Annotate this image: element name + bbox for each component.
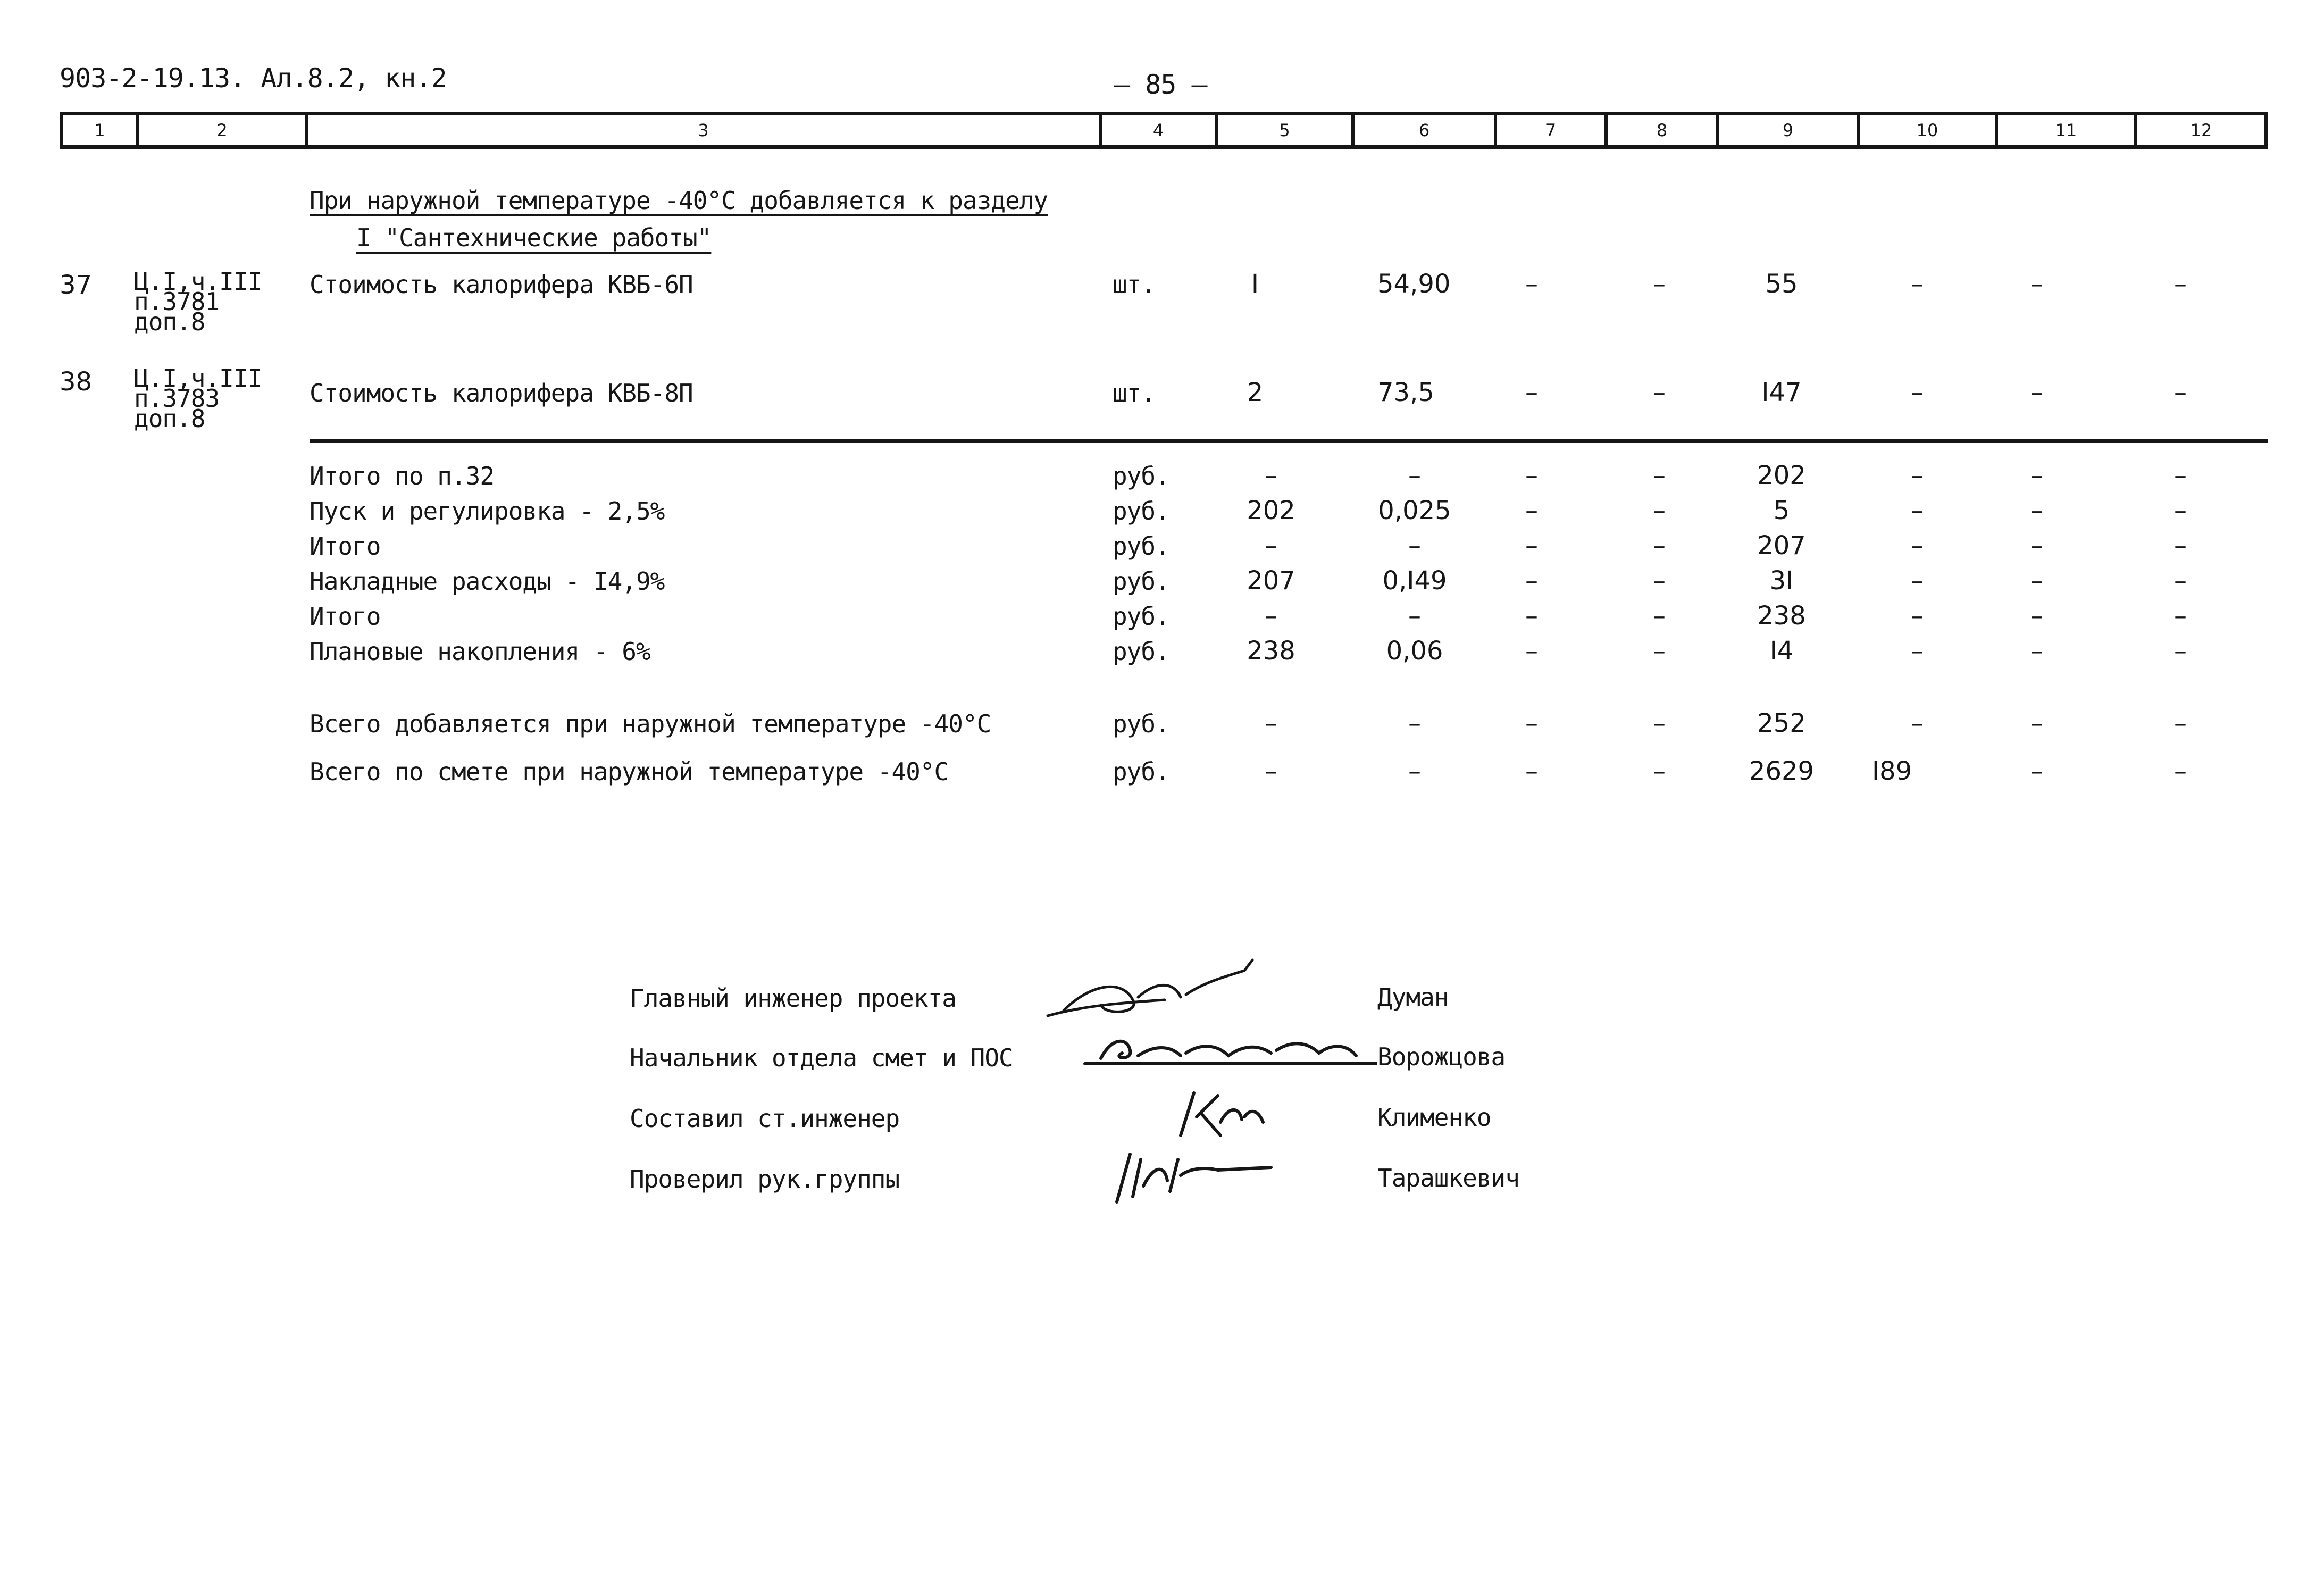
col-num-6: 6 (1355, 115, 1497, 145)
price: 73,5 (1377, 378, 1434, 407)
ref-line: п.3781 (134, 287, 220, 316)
total-c9: 238 (1757, 601, 1806, 631)
total-c6: – (1408, 461, 1421, 490)
total-c5: 207 (1247, 566, 1295, 596)
total-c5: 238 (1247, 636, 1295, 666)
total-c5: – (1265, 601, 1277, 631)
total-c6: 0,I49 (1382, 566, 1447, 596)
grand-total-c9: 252 (1757, 708, 1806, 738)
total-c8: – (1653, 636, 1666, 666)
signature-role: Составил ст.инженер (630, 1104, 900, 1133)
total-unit: руб. (1113, 637, 1169, 666)
signature-role: Главный инженер проекта (630, 984, 956, 1013)
grand-total-c7: – (1525, 756, 1538, 786)
total-c6: 0,025 (1378, 496, 1451, 525)
col9: 55 (1765, 269, 1798, 299)
col-num-2: 2 (139, 115, 308, 145)
col-num-1: 1 (63, 115, 139, 145)
total-c7: – (1525, 601, 1538, 631)
col-num-8: 8 (1608, 115, 1719, 145)
total-c9: 202 (1757, 461, 1806, 490)
total-c6: 0,06 (1386, 636, 1443, 666)
total-c12: – (2174, 496, 2187, 525)
signature-name: Ворожцова (1377, 1042, 1506, 1071)
signature-name: Думан (1377, 983, 1449, 1012)
total-c11: – (2030, 601, 2043, 631)
total-c7: – (1525, 496, 1538, 525)
grand-total-c10: I89 (1872, 756, 1912, 786)
col11: – (2030, 378, 2043, 407)
total-c10: – (1911, 566, 1924, 596)
col-num-5: 5 (1218, 115, 1355, 145)
col-num-12: 12 (2190, 120, 2212, 140)
total-c8: – (1653, 531, 1666, 561)
total-unit: руб. (1113, 532, 1169, 561)
ref-line: доп.8 (134, 307, 205, 336)
page-number: — 85 — (1114, 69, 1207, 100)
ref-line: Ц.I,ч.III (134, 267, 262, 296)
total-unit: руб. (1113, 602, 1169, 631)
col-num-3: 3 (308, 115, 1102, 145)
doc-code: 903-2-19.13. Ал.8.2, кн.2 (60, 63, 447, 94)
total-c5: – (1265, 461, 1277, 490)
total-c12: – (2174, 601, 2187, 631)
total-unit: руб. (1113, 567, 1169, 596)
signature-scribble-tarashkevich (1106, 1143, 1282, 1207)
total-name: Накладные расходы - I4,9% (310, 567, 665, 596)
grand-total-c12: – (2174, 708, 2187, 738)
total-c9: 207 (1757, 531, 1806, 561)
total-c10: – (1911, 601, 1924, 631)
total-c10: – (1911, 636, 1924, 666)
col-num-10: 10 (1860, 115, 1998, 145)
grand-total-c11: – (2030, 708, 2043, 738)
item-name: Стоимость калорифера КВБ-6П (310, 270, 693, 299)
total-c12: – (2174, 566, 2187, 596)
total-c11: – (2030, 531, 2043, 561)
total-c7: – (1525, 566, 1538, 596)
total-c8: – (1653, 601, 1666, 631)
total-name: Плановые накопления - 6% (310, 637, 650, 666)
total-c12: – (2174, 531, 2187, 561)
signature-scribble-vorozhtsova (1080, 1026, 1377, 1074)
total-c11: – (2030, 461, 2043, 490)
col-num-4: 4 (1102, 115, 1218, 145)
grand-total-c9: 2629 (1749, 756, 1815, 786)
total-c10: – (1911, 461, 1924, 490)
col8: – (1653, 378, 1666, 407)
signature-scribble-klimenko (1170, 1085, 1276, 1143)
qty: I (1251, 269, 1259, 299)
qty: 2 (1247, 378, 1264, 407)
total-c7: – (1525, 636, 1538, 666)
total-c7: – (1525, 461, 1538, 490)
total-c7: – (1525, 531, 1538, 561)
signature-name: Клименко (1377, 1103, 1491, 1132)
col10: – (1911, 378, 1924, 407)
total-name: Пуск и регулировка - 2,5% (310, 497, 665, 525)
grand-total-c7: – (1525, 708, 1538, 738)
section-heading-line1: При наружной температуре -40°C добавляется к разделу (310, 186, 1048, 215)
col9: I47 (1761, 378, 1802, 407)
section-separator-line (310, 439, 2268, 443)
total-c10: – (1911, 496, 1924, 525)
total-c9: 5 (1773, 496, 1790, 525)
total-unit: руб. (1113, 462, 1169, 490)
total-c12: – (2174, 461, 2187, 490)
col-num-11: 11 (1998, 115, 2137, 145)
grand-total-c12: – (2174, 756, 2187, 786)
ref-line: п.3783 (134, 384, 220, 413)
row-number: 38 (60, 367, 93, 397)
total-c5: 202 (1247, 496, 1295, 525)
col8: – (1653, 269, 1666, 299)
grand-total-c10: – (1911, 708, 1924, 738)
unit: шт. (1113, 270, 1156, 299)
grand-total-unit: руб. (1113, 709, 1169, 738)
total-c8: – (1653, 461, 1666, 490)
grand-total-c11: – (2030, 756, 2043, 786)
total-c6: – (1408, 601, 1421, 631)
grand-total-c8: – (1653, 708, 1666, 738)
total-name: Итого (310, 602, 381, 631)
total-c12: – (2174, 636, 2187, 666)
total-c11: – (2030, 566, 2043, 596)
total-name: Итого по п.32 (310, 462, 495, 490)
col11: – (2030, 269, 2043, 299)
col10: – (1911, 269, 1924, 299)
price: 54,90 (1377, 269, 1451, 299)
total-c9: I4 (1769, 636, 1794, 666)
total-c10: – (1911, 531, 1924, 561)
col7: – (1525, 269, 1538, 299)
total-c8: – (1653, 566, 1666, 596)
col7: – (1525, 378, 1538, 407)
col12: – (2174, 378, 2187, 407)
col12: – (2174, 269, 2187, 299)
signature-scribble-duman (1042, 947, 1287, 1032)
total-c6: – (1408, 531, 1421, 561)
total-c11: – (2030, 636, 2043, 666)
column-number-header (60, 112, 2268, 149)
grand-total-c5: – (1265, 756, 1277, 786)
total-c8: – (1653, 496, 1666, 525)
grand-total-c6: – (1408, 756, 1421, 786)
ref-line: доп.8 (134, 404, 205, 433)
grand-total-unit: руб. (1113, 757, 1169, 786)
ref-line: Ц.I,ч.III (134, 364, 262, 392)
col-num-9: 9 (1719, 115, 1860, 145)
section-heading-line2: I "Сантехнические работы" (356, 223, 712, 252)
signature-name: Тарашкевич (1377, 1164, 1519, 1192)
grand-total-name: Всего добавляется при наружной температуре -40°C (310, 709, 991, 738)
grand-total-c5: – (1265, 708, 1277, 738)
total-unit: руб. (1113, 497, 1169, 525)
unit: шт. (1113, 379, 1156, 407)
signature-role: Проверил рук.группы (630, 1165, 900, 1193)
grand-total-name: Всего по смете при наружной температуре -40°C (310, 757, 949, 786)
total-c9: 3I (1769, 566, 1794, 596)
row-number: 37 (60, 270, 93, 300)
grand-total-c8: – (1653, 756, 1666, 786)
total-name: Итого (310, 532, 381, 561)
grand-total-c6: – (1408, 708, 1421, 738)
col-num-7: 7 (1497, 115, 1608, 145)
total-c5: – (1265, 531, 1277, 561)
item-name: Стоимость калорифера КВБ-8П (310, 379, 693, 407)
total-c11: – (2030, 496, 2043, 525)
signature-role: Начальник отдела смет и ПОС (630, 1043, 1013, 1072)
